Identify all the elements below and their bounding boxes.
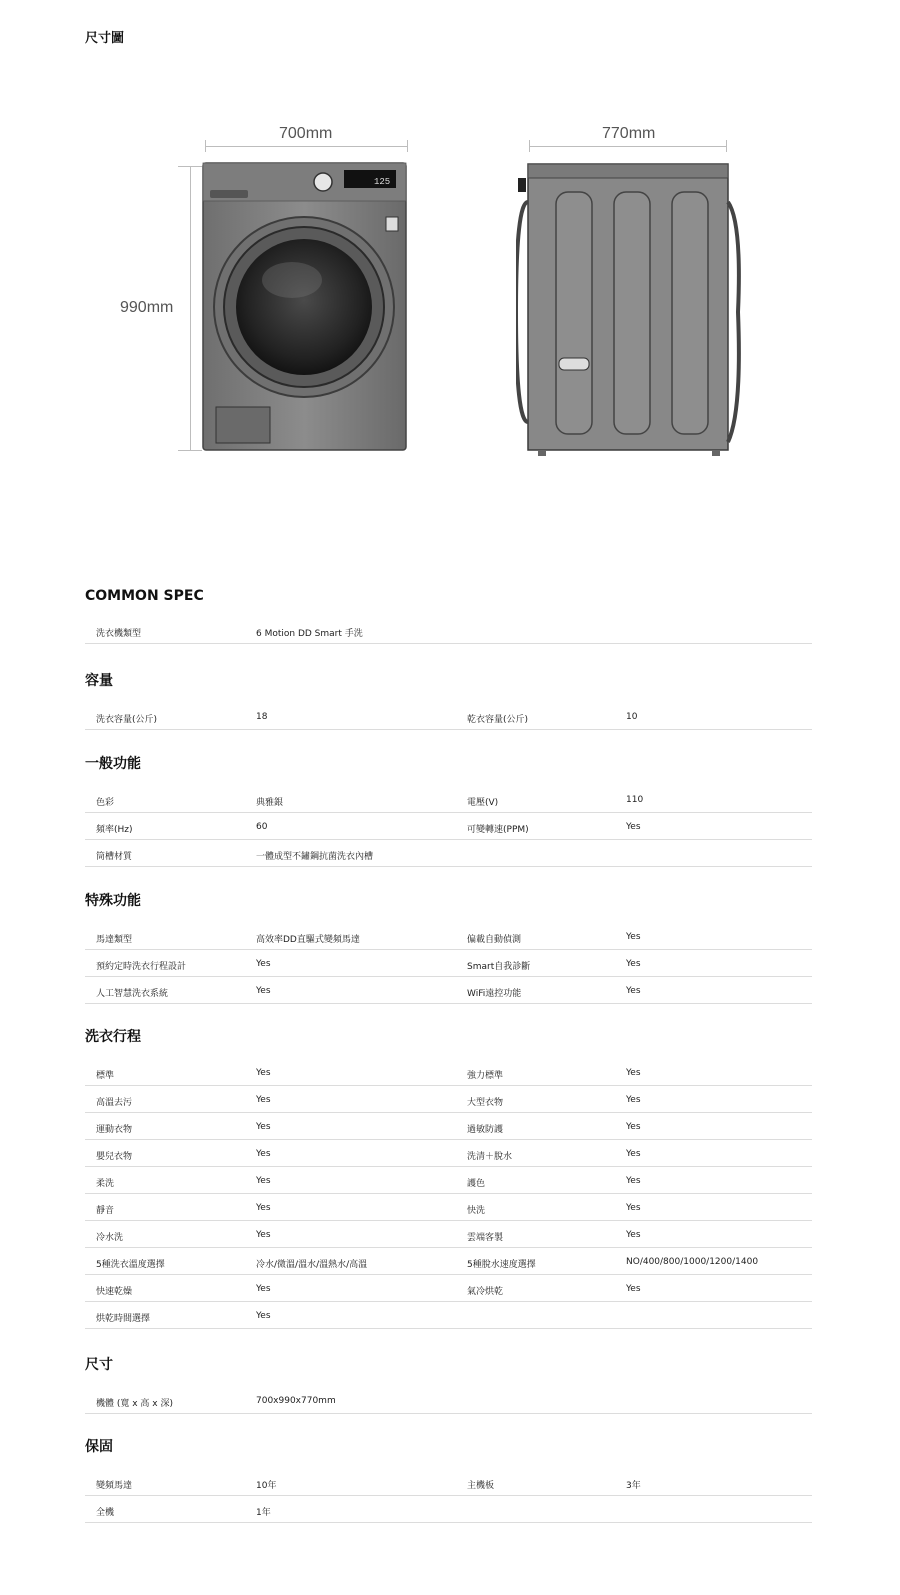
spec-value: Yes: [626, 1203, 641, 1213]
spec-value: Yes: [256, 1068, 271, 1078]
spec-value: Yes: [256, 1122, 271, 1132]
spec-label: 機體 (寬 x 高 x 深): [96, 1399, 173, 1409]
section-title: COMMON SPEC: [85, 588, 204, 604]
spec-label: 氣冷烘乾: [467, 1287, 504, 1297]
spec-label: 可變轉速(PPM): [467, 825, 529, 835]
spec-label: WiFi遠控功能: [467, 989, 522, 999]
section-title: 一般功能: [85, 756, 141, 772]
spec-label: 人工智慧洗衣系統: [96, 989, 169, 999]
table-row: [85, 1302, 812, 1329]
spec-label: 柔洗: [96, 1179, 115, 1189]
spec-label: 變頻馬達: [96, 1481, 133, 1491]
table-row: [85, 1248, 812, 1275]
spec-value: 3年: [626, 1481, 641, 1491]
table-row: [85, 1387, 812, 1414]
spec-value: Yes: [256, 1149, 271, 1159]
spec-label: 5種脫水速度選擇: [467, 1260, 536, 1270]
table-row: [85, 1140, 812, 1167]
front-width-line: [205, 146, 408, 147]
spec-value: 110: [626, 795, 644, 805]
spec-value: Yes: [626, 822, 641, 832]
section-special-features: [85, 890, 812, 1004]
spec-label: 高溫去污: [96, 1098, 133, 1108]
dimensions-title: 尺寸圖: [85, 31, 125, 46]
spec-value: Yes: [256, 1311, 271, 1321]
spec-value: Yes: [256, 1095, 271, 1105]
section-warranty: [85, 1436, 812, 1523]
spec-value: Yes: [256, 1176, 271, 1186]
spec-value: 60: [256, 822, 268, 832]
table-row: [85, 1059, 812, 1086]
section-title: 洗衣行程: [85, 1029, 141, 1045]
section-title: 尺寸: [85, 1357, 113, 1373]
table-row: [85, 977, 812, 1004]
table-row: [85, 1275, 812, 1302]
table-row: [85, 923, 812, 950]
table-row: [85, 703, 812, 730]
spec-value: Yes: [626, 1122, 641, 1132]
spec-label: 快洗: [467, 1206, 486, 1216]
spec-label: 馬達類型: [96, 935, 133, 945]
table-row: [85, 840, 812, 867]
spec-value: 高效率DD直驅式變頻馬達: [256, 935, 360, 945]
spec-value: Yes: [256, 1230, 271, 1240]
section-title: 保固: [85, 1439, 113, 1455]
table-row: [85, 1221, 812, 1248]
spec-label: 雲端客製: [467, 1233, 504, 1243]
spec-value: Yes: [626, 1095, 641, 1105]
height-line: [190, 166, 191, 450]
washer-side-view: [516, 162, 742, 460]
spec-label: 強力標準: [467, 1071, 504, 1081]
front-width-tick-right: [407, 140, 408, 152]
spec-value: Yes: [626, 1284, 641, 1294]
table-row: [85, 1194, 812, 1221]
spec-label: 護色: [467, 1179, 486, 1189]
spec-value: Yes: [256, 1203, 271, 1213]
spec-label: 靜音: [96, 1206, 115, 1216]
spec-label: 洗衣容量(公斤): [96, 715, 158, 725]
height-tick-top: [178, 166, 202, 167]
spec-label: 主機板: [467, 1481, 495, 1491]
spec-label: 運動衣物: [96, 1125, 133, 1135]
front-width-tick-left: [205, 140, 206, 152]
spec-label: 偏載自動偵測: [467, 935, 522, 945]
height-tick-bottom: [178, 450, 202, 451]
spec-value: 10: [626, 712, 638, 722]
table-row: [85, 1086, 812, 1113]
spec-label: 乾衣容量(公斤): [467, 715, 529, 725]
section-common-spec: [85, 588, 812, 644]
table-row: [85, 617, 812, 644]
front-display-readout: 125: [374, 177, 391, 187]
spec-label: 冷水洗: [96, 1233, 124, 1243]
table-row: [85, 1496, 812, 1523]
front-width-label: 700mm: [279, 125, 333, 142]
spec-value: Yes: [626, 986, 641, 996]
side-depth-line: [529, 146, 727, 147]
washer-front-view: [202, 162, 408, 452]
spec-value: 6 Motion DD Smart 手洗: [256, 629, 363, 639]
spec-label: 洗清＋脫水: [467, 1152, 513, 1162]
spec-value: Yes: [626, 1149, 641, 1159]
spec-value: Yes: [256, 986, 271, 996]
spec-label: 快速乾燥: [96, 1287, 133, 1297]
spec-label: 頻率(Hz): [96, 825, 133, 835]
spec-value: 10年: [256, 1481, 277, 1491]
spec-value: 一體成型不鏽鋼抗菌洗衣內槽: [256, 852, 374, 862]
spec-value: 1年: [256, 1508, 271, 1518]
spec-value: NO/400/800/1000/1200/1400: [626, 1257, 759, 1267]
spec-value: Yes: [626, 1230, 641, 1240]
spec-value: 冷水/微溫/溫水/溫熱水/高溫: [256, 1260, 368, 1270]
table-row: [85, 813, 812, 840]
spec-label: 色彩: [96, 798, 115, 808]
section-capacity: [85, 670, 812, 730]
spec-label: 大型衣物: [467, 1098, 504, 1108]
table-row: [85, 1113, 812, 1140]
table-row: [85, 786, 812, 813]
side-depth-tick-left: [529, 140, 530, 152]
spec-value: Yes: [256, 959, 271, 969]
spec-value: Yes: [626, 1068, 641, 1078]
table-row: [85, 1167, 812, 1194]
spec-value: Yes: [626, 1176, 641, 1186]
table-row: [85, 950, 812, 977]
section-general-features: [85, 753, 812, 867]
spec-label: 嬰兒衣物: [96, 1152, 133, 1162]
table-row: [85, 1469, 812, 1496]
spec-label: Smart自我診斷: [467, 962, 531, 972]
spec-value: 18: [256, 712, 268, 722]
section-wash-programs: [85, 1026, 812, 1329]
spec-value: Yes: [256, 1284, 271, 1294]
spec-label: 電壓(V): [467, 798, 499, 808]
spec-label: 洗衣機類型: [96, 629, 142, 639]
height-label: 990mm: [120, 299, 174, 316]
section-dimensions: [85, 1354, 812, 1414]
spec-label: 5種洗衣溫度選擇: [96, 1260, 165, 1270]
spec-label: 預約定時洗衣行程設計: [96, 962, 187, 972]
spec-label: 標準: [96, 1071, 115, 1081]
spec-label: 全機: [96, 1508, 115, 1518]
side-depth-tick-right: [726, 140, 727, 152]
spec-label: 烘乾時間選擇: [96, 1314, 151, 1324]
spec-value: 700x990x770mm: [256, 1396, 336, 1406]
spec-value: Yes: [626, 932, 641, 942]
section-title: 特殊功能: [85, 893, 141, 909]
spec-value: Yes: [626, 959, 641, 969]
spec-value: 典雅銀: [256, 798, 284, 808]
spec-label: 筒槽材質: [96, 852, 133, 862]
section-title: 容量: [85, 673, 113, 689]
side-depth-label: 770mm: [602, 125, 656, 142]
spec-label: 過敏防護: [467, 1125, 504, 1135]
